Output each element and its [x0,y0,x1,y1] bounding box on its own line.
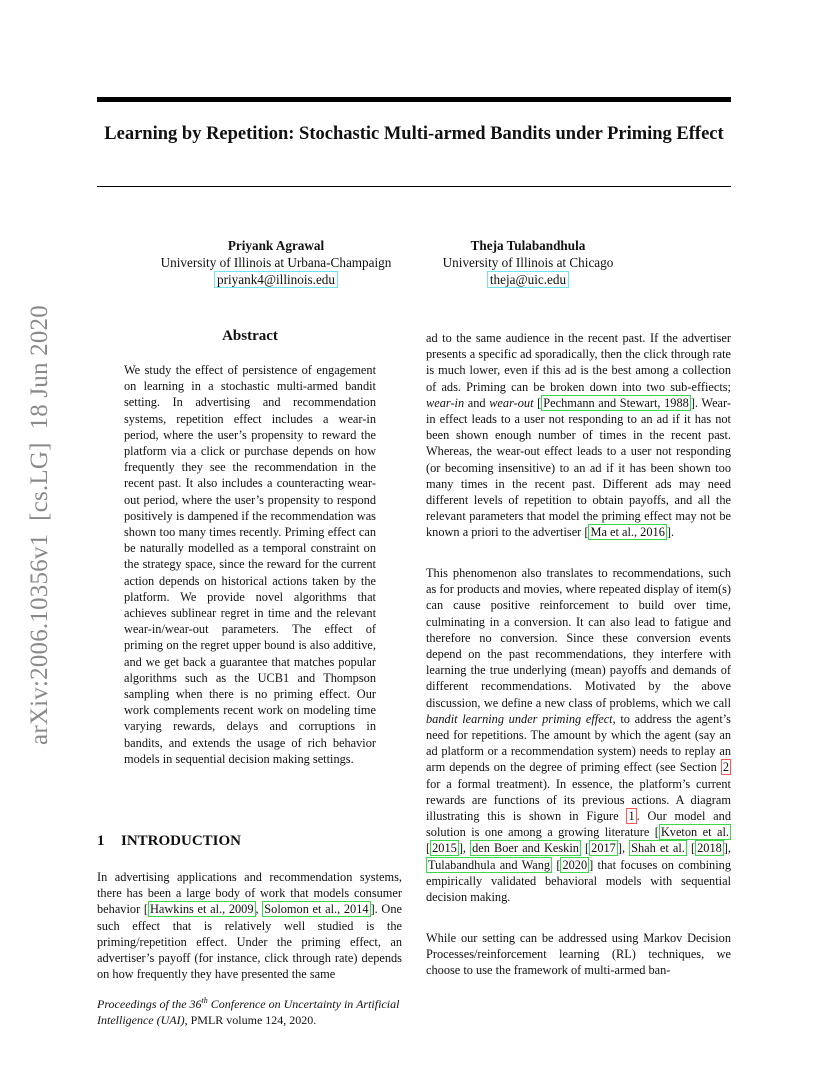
text-run: , [255,902,263,917]
abstract-text: We study the effect of persistence of engagement on learning in a stochastic multi-armed bandit setting. In advertising and recommendation systems, repetition effect includes a wear-in period, where the user’s propensity to reward the platform via a click or purchase depends on how frequently they see the recommendation in the recent past. It also includes a counteracting wear-out period, where the user’s propensity to respond positively is dampened if the recommendation was shown too many times recently. Priming effect can be naturally modelled as a temporal constraint on the strategy space, since the reward for the current action depends on historical actions taken by the platform. We provide novel algorithms that achieves sublinear regret in time and the relevant wear-in/wear-out parameters. The effect of priming on the regret upper bound is also additive, and we get back a guarantee that matches popular algorithms such as the UCB1 and Thompson sampling when there is no priming effect. Our work complements recent work on modeling time varying rewards, delays and corruptions in bandits, and extends the usage of rich behavior models in sequential decision making settings. [124,363,376,766]
text-run: ], [458,841,471,856]
section-ref-link[interactable]: 2 [722,760,729,775]
section-title: INTRODUCTION [121,833,242,849]
emphasis: wear-in [426,395,465,410]
citation-link[interactable]: 2017 [591,841,616,856]
text-run: [ [426,841,431,856]
citation-link[interactable]: 2020 [562,857,588,872]
author-affiliation: University of Illinois at Urbana-Champaign [160,255,392,270]
citation-link[interactable]: Pechmann and Stewart, 1988 [543,395,689,410]
paper-title: Learning by Repetition: Stochastic Multi-armed Bandits under Priming Effect [104,124,724,144]
text-run: In advertising applications and recommendation systems, there has been a large body of work that models consumer behavior [ [97,870,402,917]
emphasis: wear-out [489,395,534,410]
text-run: Proceedings of the 36 [97,997,202,1011]
figure-ref-link[interactable]: 1 [628,809,635,824]
body-paragraph [426,565,731,905]
author-email-link[interactable]: theja@uic.edu [487,271,569,288]
text-run: ad to the same audience in the recent past. If the advertiser presents a specific ad sporadically, then the click through rate is much lower, even if this ad is the best among a collection of ads. Priming can be broken down into two sub-effiects; [426,331,731,394]
citation-link[interactable]: 2015 [432,841,457,856]
text-run: ]. [666,525,675,540]
body-paragraph [426,330,731,541]
citation-link[interactable]: Hawkins et al., 2009 [149,902,254,917]
author-affiliation: University of Illinois at Chicago [442,255,614,270]
citation-link[interactable]: 2018 [697,841,722,856]
proceedings-footnote [97,993,402,1028]
text-run: Conference on Uncertainty in Artificial Intelligence (UAI) [97,997,400,1027]
abstract-heading: Abstract [222,328,278,344]
body-paragraph: While our setting can be addressed using Markov Decision Processes/reinforcement learning (RL) techniques, we choose to use the framework of multi-armed ban- [426,931,731,978]
section-number: 1 [97,833,105,849]
citation-link[interactable]: Ma et al., 2016 [590,525,665,540]
arxiv-sidebar [20,290,60,760]
intro-paragraph [97,869,402,982]
text-run: for a formal treatment). In essence, the platform’s current rewards are functions of its previous actions. A diagram illustrating this is shown in Figure [426,776,731,824]
section-heading [97,833,241,850]
author-name: Priyank Agrawal [227,238,325,253]
text-run: ] that focuses on combining empirically validated behavioral models with sequential decision making. [426,857,731,905]
text-run: and [464,395,490,410]
citation-link[interactable]: Solomon et al., 2014 [264,902,369,917]
citation-link[interactable]: Tulabandhula and Wang [428,857,551,872]
text-run: , PMLR volume 124, 2020. [184,1013,317,1027]
top-rule [97,97,731,102]
text-run: [ [552,857,561,872]
text-run: ]. Wear-in effect leads to a user not responding to an ad if it has not been shown enough number of times in the recent past. Whereas, the wear-out effect leads to a user not responding (or becoming insensitive) to an ad if it has been shown too many times in the recent past. Different ads may need different levels of repetition to obtain payoffs, and all the relevant parameters that model the priming effect may not be known a priori to the advertiser [ [426,395,732,540]
text-run: ], [617,841,630,856]
emphasis: bandit learning under priming effect [426,711,613,726]
author-email-link[interactable]: priyank4@illinois.edu [214,271,338,288]
superscript: th [201,996,208,1005]
citation-link[interactable]: Kveton et al. [660,825,729,840]
text-run: [ [533,395,542,410]
text-run: , to address the agent’s need for repetitions. The amount by which the agent (say an ad platform or a recommendation system) needs to replay an arm depends on the degree of priming effect (see Section [426,711,731,775]
arxiv-identifier: arXiv:2006.10356v1 [cs.LG] 18 Jun 2020 [26,305,53,745]
text-run: . Our model and solution is one among a growing literature [ [426,809,731,840]
text-run: [ [580,841,590,856]
citation-link[interactable]: Shah et al. [631,841,685,856]
text-run: ], [723,841,731,856]
title-rule [97,186,731,187]
text-run: This phenomenon also translates to recommendations, such as for products and movies, where repeated display of item(s) can cause positive reinforcement to build over time, culminating in a conversion. It can also lead to fatigue and therefore no conversion. Since these conversion events depend on the past recommendations, they interfere with learning the true underlying (mean) payoffs and demands of different recommendations. Motivated by the above discussion, we define a new class of problems, which we call [426,566,731,710]
author-block-2 [378,237,678,288]
citation-link[interactable]: den Boer and Keskin [472,841,579,856]
author-name: Theja Tulabandhula [470,238,586,253]
text-run: [ [686,841,696,856]
text-run: ]. One such effect that is relatively well studied is the priming/repetition effect. Under the priming effect, an advertiser’s payoff (for instance, click through rate) depends on how frequently they have presented the same [97,902,402,982]
